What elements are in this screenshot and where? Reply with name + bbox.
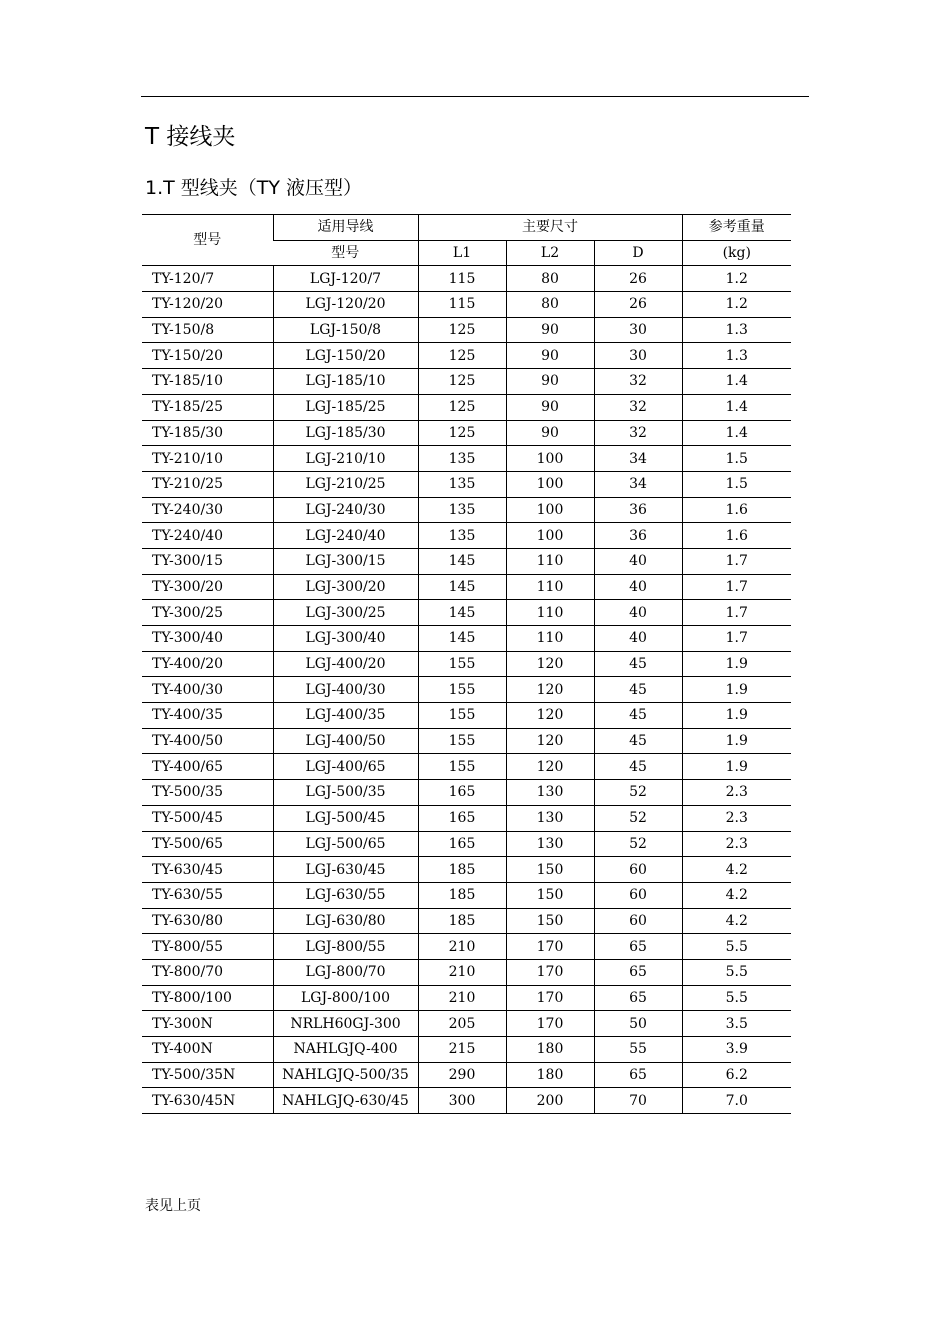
cell-l1: 115 [418, 292, 506, 318]
cell-model: TY-300/15 [142, 548, 273, 574]
table-row [142, 369, 791, 395]
cell-l2: 90 [506, 369, 594, 395]
cell-l2: 110 [506, 600, 594, 626]
cell-model: TY-500/45 [142, 805, 273, 831]
cell-conductor: NRLH60GJ-300 [273, 1011, 418, 1037]
cell-l2: 170 [506, 1011, 594, 1037]
cell-model: TY-210/10 [142, 446, 273, 472]
cell-conductor: LGJ-185/25 [273, 394, 418, 420]
cell-conductor: LGJ-500/65 [273, 831, 418, 857]
cell-l1: 115 [418, 266, 506, 292]
cell-weight: 5.5 [682, 934, 791, 960]
table-body [142, 266, 791, 1114]
cell-l2: 90 [506, 343, 594, 369]
cell-conductor: LGJ-400/30 [273, 677, 418, 703]
cell-weight: 7.0 [682, 1088, 791, 1114]
table-row [142, 882, 791, 908]
cell-weight: 1.6 [682, 523, 791, 549]
cell-weight: 5.5 [682, 985, 791, 1011]
cell-d: 52 [594, 780, 682, 806]
cell-l2: 120 [506, 728, 594, 754]
cell-l1: 145 [418, 574, 506, 600]
cell-d: 40 [594, 600, 682, 626]
cell-model: TY-150/8 [142, 317, 273, 343]
table-row [142, 728, 791, 754]
cell-model: TY-500/35N [142, 1062, 273, 1088]
cell-d: 40 [594, 626, 682, 652]
cell-l2: 180 [506, 1062, 594, 1088]
table-row [142, 831, 791, 857]
table-row [142, 1011, 791, 1037]
header-weight-unit: (kg) [682, 240, 791, 266]
cell-weight: 1.3 [682, 343, 791, 369]
table-row [142, 959, 791, 985]
cell-d: 32 [594, 420, 682, 446]
cell-weight: 3.9 [682, 1037, 791, 1063]
cell-l1: 135 [418, 471, 506, 497]
cell-l1: 290 [418, 1062, 506, 1088]
cell-model: TY-630/45N [142, 1088, 273, 1114]
cell-weight: 3.5 [682, 1011, 791, 1037]
cell-weight: 1.4 [682, 420, 791, 446]
cell-d: 45 [594, 728, 682, 754]
cell-d: 70 [594, 1088, 682, 1114]
cell-l2: 110 [506, 548, 594, 574]
cell-weight: 4.2 [682, 857, 791, 883]
cell-model: TY-150/20 [142, 343, 273, 369]
cell-l2: 150 [506, 908, 594, 934]
table-row [142, 626, 791, 652]
table-row [142, 446, 791, 472]
cell-l2: 100 [506, 446, 594, 472]
cell-weight: 4.2 [682, 908, 791, 934]
cell-weight: 1.2 [682, 292, 791, 318]
table-row [142, 292, 791, 318]
cell-l1: 210 [418, 959, 506, 985]
cell-model: TY-210/25 [142, 471, 273, 497]
cell-d: 40 [594, 574, 682, 600]
cell-model: TY-400/65 [142, 754, 273, 780]
cell-weight: 1.7 [682, 574, 791, 600]
cell-d: 52 [594, 805, 682, 831]
cell-weight: 2.3 [682, 805, 791, 831]
cell-d: 65 [594, 1062, 682, 1088]
cell-weight: 1.7 [682, 626, 791, 652]
cell-d: 40 [594, 548, 682, 574]
cell-l2: 130 [506, 805, 594, 831]
cell-weight: 6.2 [682, 1062, 791, 1088]
cell-l1: 185 [418, 908, 506, 934]
cell-l1: 155 [418, 728, 506, 754]
cell-d: 32 [594, 369, 682, 395]
cell-conductor: LGJ-400/20 [273, 651, 418, 677]
cell-l1: 165 [418, 805, 506, 831]
cell-d: 60 [594, 882, 682, 908]
cell-conductor: NAHLGJQ-400 [273, 1037, 418, 1063]
cell-model: TY-500/65 [142, 831, 273, 857]
table-row [142, 394, 791, 420]
cell-d: 34 [594, 446, 682, 472]
cell-l1: 125 [418, 317, 506, 343]
table-row [142, 780, 791, 806]
cell-weight: 1.9 [682, 677, 791, 703]
cell-conductor: NAHLGJQ-500/35 [273, 1062, 418, 1088]
cell-l1: 145 [418, 626, 506, 652]
cell-l2: 100 [506, 523, 594, 549]
cell-d: 26 [594, 266, 682, 292]
cell-weight: 4.2 [682, 882, 791, 908]
header-conductor-model: 型号 [273, 240, 418, 266]
table-row [142, 574, 791, 600]
cell-weight: 1.9 [682, 651, 791, 677]
cell-model: TY-185/30 [142, 420, 273, 446]
cell-l1: 125 [418, 420, 506, 446]
cell-conductor: LGJ-630/80 [273, 908, 418, 934]
cell-d: 34 [594, 471, 682, 497]
table-row [142, 754, 791, 780]
cell-d: 45 [594, 651, 682, 677]
table-row [142, 317, 791, 343]
cell-l1: 185 [418, 857, 506, 883]
table-row [142, 857, 791, 883]
table-row [142, 1088, 791, 1114]
cell-model: TY-630/45 [142, 857, 273, 883]
cell-d: 45 [594, 754, 682, 780]
cell-model: TY-400/20 [142, 651, 273, 677]
cell-weight: 1.3 [682, 317, 791, 343]
cell-l2: 120 [506, 677, 594, 703]
cell-l2: 170 [506, 959, 594, 985]
cell-conductor: LGJ-185/10 [273, 369, 418, 395]
cell-l2: 200 [506, 1088, 594, 1114]
table-row [142, 600, 791, 626]
cell-model: TY-185/10 [142, 369, 273, 395]
table-row [142, 343, 791, 369]
page-title: T 接线夹 [145, 124, 236, 150]
section-title: 1.T 型线夹（TY 液压型） [145, 177, 363, 199]
cell-conductor: NAHLGJQ-630/45 [273, 1088, 418, 1114]
cell-d: 60 [594, 908, 682, 934]
header-weight: 参考重量 [682, 215, 791, 241]
cell-d: 36 [594, 523, 682, 549]
cell-conductor: LGJ-500/45 [273, 805, 418, 831]
cell-weight: 1.5 [682, 471, 791, 497]
cell-l2: 90 [506, 420, 594, 446]
cell-model: TY-120/7 [142, 266, 273, 292]
cell-weight: 1.7 [682, 600, 791, 626]
cell-l2: 100 [506, 497, 594, 523]
header-model: 型号 [142, 215, 273, 266]
cell-l2: 130 [506, 831, 594, 857]
cell-d: 30 [594, 317, 682, 343]
table-row [142, 985, 791, 1011]
cell-l1: 155 [418, 651, 506, 677]
cell-model: TY-240/40 [142, 523, 273, 549]
cell-conductor: LGJ-185/30 [273, 420, 418, 446]
cell-l1: 210 [418, 985, 506, 1011]
table-row [142, 703, 791, 729]
cell-model: TY-400/30 [142, 677, 273, 703]
cell-conductor: LGJ-300/25 [273, 600, 418, 626]
cell-model: TY-300N [142, 1011, 273, 1037]
cell-l2: 170 [506, 934, 594, 960]
cell-l2: 120 [506, 651, 594, 677]
cell-l1: 155 [418, 703, 506, 729]
cell-l1: 155 [418, 754, 506, 780]
header-conductor: 适用导线 [273, 215, 418, 241]
cell-conductor: LGJ-500/35 [273, 780, 418, 806]
cell-l2: 130 [506, 780, 594, 806]
table-row [142, 548, 791, 574]
cell-d: 65 [594, 959, 682, 985]
cell-model: TY-400/35 [142, 703, 273, 729]
cell-conductor: LGJ-800/70 [273, 959, 418, 985]
cell-l1: 205 [418, 1011, 506, 1037]
footer-note: 表见上页 [145, 1198, 201, 1214]
cell-l2: 80 [506, 292, 594, 318]
cell-d: 60 [594, 857, 682, 883]
cell-conductor: LGJ-630/55 [273, 882, 418, 908]
cell-l2: 90 [506, 317, 594, 343]
cell-l1: 125 [418, 343, 506, 369]
cell-model: TY-500/35 [142, 780, 273, 806]
cell-conductor: LGJ-240/40 [273, 523, 418, 549]
cell-l1: 135 [418, 497, 506, 523]
cell-conductor: LGJ-150/8 [273, 317, 418, 343]
header-dimensions: 主要尺寸 [418, 215, 682, 241]
cell-l2: 80 [506, 266, 594, 292]
table-row [142, 805, 791, 831]
header-l1: L1 [418, 240, 506, 266]
cell-weight: 1.9 [682, 754, 791, 780]
cell-l2: 150 [506, 857, 594, 883]
cell-weight: 1.4 [682, 394, 791, 420]
cell-conductor: LGJ-120/7 [273, 266, 418, 292]
cell-weight: 1.9 [682, 703, 791, 729]
cell-conductor: LGJ-300/15 [273, 548, 418, 574]
cell-weight: 1.7 [682, 548, 791, 574]
cell-model: TY-300/25 [142, 600, 273, 626]
cell-conductor: LGJ-210/10 [273, 446, 418, 472]
table-row [142, 471, 791, 497]
cell-conductor: LGJ-800/55 [273, 934, 418, 960]
cell-l2: 170 [506, 985, 594, 1011]
cell-l2: 150 [506, 882, 594, 908]
table-row [142, 497, 791, 523]
cell-d: 55 [594, 1037, 682, 1063]
table-row [142, 1062, 791, 1088]
cell-weight: 5.5 [682, 959, 791, 985]
cell-conductor: LGJ-300/40 [273, 626, 418, 652]
cell-model: TY-300/20 [142, 574, 273, 600]
cell-weight: 1.6 [682, 497, 791, 523]
cell-l1: 145 [418, 600, 506, 626]
cell-l1: 300 [418, 1088, 506, 1114]
cell-l1: 125 [418, 394, 506, 420]
cell-model: TY-240/30 [142, 497, 273, 523]
cell-d: 26 [594, 292, 682, 318]
cell-l2: 120 [506, 703, 594, 729]
table-row [142, 677, 791, 703]
table-row [142, 266, 791, 292]
cell-weight: 2.3 [682, 831, 791, 857]
cell-d: 36 [594, 497, 682, 523]
cell-model: TY-630/80 [142, 908, 273, 934]
cell-model: TY-800/100 [142, 985, 273, 1011]
cell-d: 65 [594, 985, 682, 1011]
cell-l2: 120 [506, 754, 594, 780]
cell-d: 45 [594, 703, 682, 729]
table-row [142, 523, 791, 549]
table-row [142, 651, 791, 677]
cell-model: TY-300/40 [142, 626, 273, 652]
cell-d: 52 [594, 831, 682, 857]
spec-table [142, 214, 791, 1114]
cell-l1: 165 [418, 780, 506, 806]
cell-l2: 100 [506, 471, 594, 497]
cell-conductor: LGJ-400/65 [273, 754, 418, 780]
table-row [142, 1037, 791, 1063]
cell-l2: 180 [506, 1037, 594, 1063]
cell-d: 32 [594, 394, 682, 420]
cell-d: 50 [594, 1011, 682, 1037]
cell-model: TY-800/55 [142, 934, 273, 960]
cell-l1: 215 [418, 1037, 506, 1063]
cell-l1: 210 [418, 934, 506, 960]
cell-weight: 2.3 [682, 780, 791, 806]
cell-d: 45 [594, 677, 682, 703]
cell-conductor: LGJ-300/20 [273, 574, 418, 600]
cell-model: TY-400N [142, 1037, 273, 1063]
cell-model: TY-800/70 [142, 959, 273, 985]
header-row-1 [142, 215, 791, 241]
cell-conductor: LGJ-120/20 [273, 292, 418, 318]
cell-d: 30 [594, 343, 682, 369]
header-rule [141, 96, 809, 97]
table-row [142, 908, 791, 934]
cell-weight: 1.4 [682, 369, 791, 395]
cell-l1: 155 [418, 677, 506, 703]
cell-model: TY-185/25 [142, 394, 273, 420]
cell-conductor: LGJ-400/35 [273, 703, 418, 729]
cell-d: 65 [594, 934, 682, 960]
cell-weight: 1.9 [682, 728, 791, 754]
cell-model: TY-400/50 [142, 728, 273, 754]
cell-model: TY-120/20 [142, 292, 273, 318]
cell-l1: 125 [418, 369, 506, 395]
cell-l1: 135 [418, 523, 506, 549]
cell-conductor: LGJ-150/20 [273, 343, 418, 369]
header-l2: L2 [506, 240, 594, 266]
cell-weight: 1.5 [682, 446, 791, 472]
table-row [142, 934, 791, 960]
cell-l2: 90 [506, 394, 594, 420]
cell-l1: 165 [418, 831, 506, 857]
cell-l2: 110 [506, 626, 594, 652]
cell-conductor: LGJ-210/25 [273, 471, 418, 497]
cell-weight: 1.2 [682, 266, 791, 292]
cell-conductor: LGJ-800/100 [273, 985, 418, 1011]
cell-conductor: LGJ-630/45 [273, 857, 418, 883]
cell-l1: 185 [418, 882, 506, 908]
cell-conductor: LGJ-240/30 [273, 497, 418, 523]
cell-l1: 145 [418, 548, 506, 574]
cell-l2: 110 [506, 574, 594, 600]
header-d: D [594, 240, 682, 266]
cell-model: TY-630/55 [142, 882, 273, 908]
cell-l1: 135 [418, 446, 506, 472]
cell-conductor: LGJ-400/50 [273, 728, 418, 754]
table-row [142, 420, 791, 446]
